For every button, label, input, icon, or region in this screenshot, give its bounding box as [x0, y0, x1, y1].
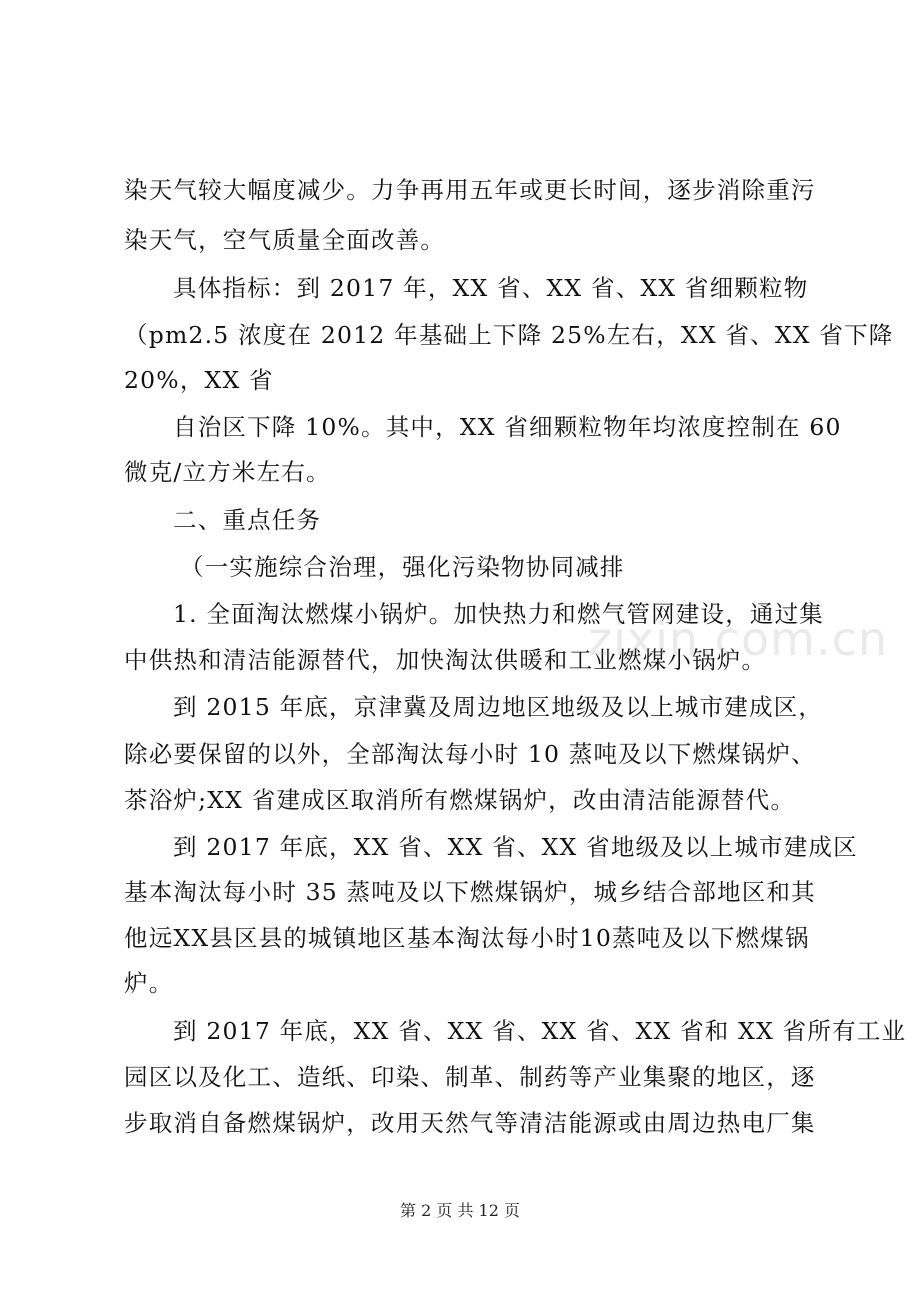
body-line: 到 2015 年底，京津冀及周边地区地级及以上城市建成区， — [173, 693, 824, 721]
body-line: 1. 全面淘汰燃煤小锅炉。加快热力和燃气管网建设，通过集 — [173, 600, 824, 628]
body-line: 茶浴炉;XX 省建成区取消所有燃煤锅炉，改由清洁能源替代。 — [124, 786, 796, 814]
body-line: 基本淘汰每小时 35 蒸吨及以下燃煤锅炉，城乡结合部地区和其 — [124, 878, 816, 906]
body-line: 染天气较大幅度减少。力争再用五年或更长时间，逐步消除重污 — [124, 176, 816, 204]
body-line: 中供热和清洁能源替代，加快淘汰供暖和工业燃煤小锅炉。 — [124, 646, 767, 674]
watermark: zixin.com.cn — [588, 612, 889, 666]
body-line: 染天气，空气质量全面改善。 — [124, 226, 446, 254]
body-line: 园区以及化工、造纸、印染、制革、制药等产业集聚的地区，逐 — [124, 1063, 816, 1091]
body-line: 到 2017 年底，XX 省、XX 省、XX 省地级及以上城市建成区 — [173, 833, 858, 861]
body-line: 20%，XX 省 — [124, 366, 274, 394]
section-heading: 二、重点任务 — [173, 506, 322, 534]
body-line: 除必要保留的以外，全部淘汰每小时 10 蒸吨及以下燃煤锅炉、 — [124, 740, 816, 768]
body-line: 步取消自备燃煤锅炉，改用天然气等清洁能源或由周边热电厂集 — [124, 1109, 816, 1137]
body-line: 自治区下降 10%。其中，XX 省细颗粒物年均浓度控制在 60 — [173, 413, 842, 441]
body-line: （pm2.5 浓度在 2012 年基础上下降 25%左右，XX 省、XX 省下降 — [124, 321, 894, 349]
body-line: 炉。 — [124, 969, 174, 997]
page-footer: 第 2 页 共 12 页 — [400, 1201, 520, 1220]
body-line: 到 2017 年底，XX 省、XX 省、XX 省、XX 省和 XX 省所有工业 — [173, 1017, 907, 1045]
body-line: 具体指标：到 2017 年，XX 省、XX 省、XX 省细颗粒物 — [173, 274, 809, 302]
body-line: 他远XX县区县的城镇地区基本淘汰每小时10蒸吨及以下燃煤锅 — [124, 924, 810, 952]
subsection-heading: （一实施综合治理，强化污染物协同减排 — [180, 553, 625, 581]
body-line: 微克/立方米左右。 — [124, 458, 331, 486]
